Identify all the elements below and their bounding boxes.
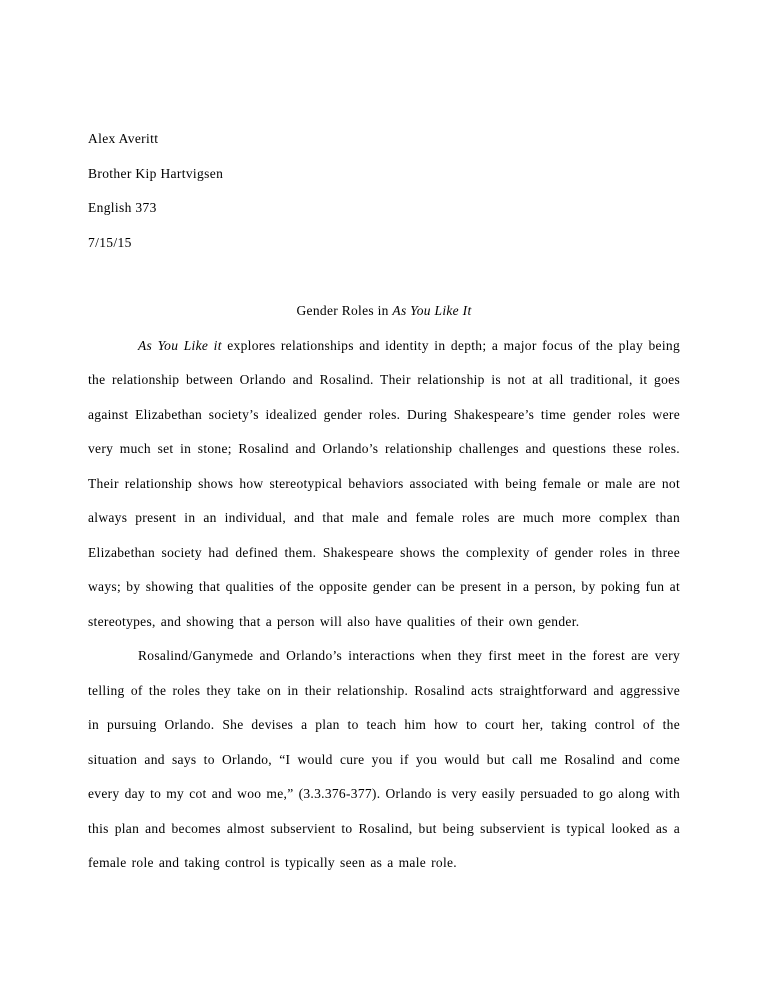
paragraph-text: explores relationships and identity in depth; a major focus of the play being the relationship between Orlando and Rosalind. Their relationship is not at all traditional, it goes against Elizabethan society’s idealized gender roles. During Shakespeare’s time gender roles were very much set in stone; Rosalind and Orlando’s relationship challenges and questions these roles. Their relationship shows how stereotypical behaviors associated with being female or male are not always present in an individual, and that male and female roles are much more complex than Elizabethan society had defined them. Shakespeare shows the complexity of gender roles in three ways; by showing that qualities of the opposite gender can be present in a person, by poking fun at stereotypes, and showing that a person will also have qualities of their own gender. bbox=[88, 337, 681, 629]
instructor-name: Brother Kip Hartvigsen bbox=[88, 165, 224, 181]
author-name: Alex Averitt bbox=[88, 131, 159, 146]
paragraph bbox=[88, 639, 680, 881]
paragraph-italic-lead: As You Like it bbox=[138, 337, 222, 353]
date: 7/15/15 bbox=[88, 234, 132, 250]
course-name: English 373 bbox=[88, 200, 157, 215]
paragraph-text: Rosalind/Ganymede and Orlando’s interactions when they first meet in the forest are very telling of the roles they take on in their relationship. Rosalind acts straightforward and aggressive in pursuing Orlando. She devises a plan to teach him how to court her, taking control of the situation and says to Orlando, “I would cure you if you would but call me Rosalind and come every day to my cot and woo me,” (3.3.376-377). Orlando is very easily persuaded to go along with this plan and becomes almost subservient to Rosalind, but being subservient is typical looked as a female role and taking control is typically seen as a male role. bbox=[88, 648, 680, 870]
paragraph bbox=[88, 329, 680, 640]
heading-block bbox=[88, 122, 680, 260]
page-title-prefix: Gender Roles in bbox=[296, 303, 393, 318]
page-title bbox=[88, 294, 680, 329]
page-title-work: As You Like It bbox=[392, 303, 472, 318]
